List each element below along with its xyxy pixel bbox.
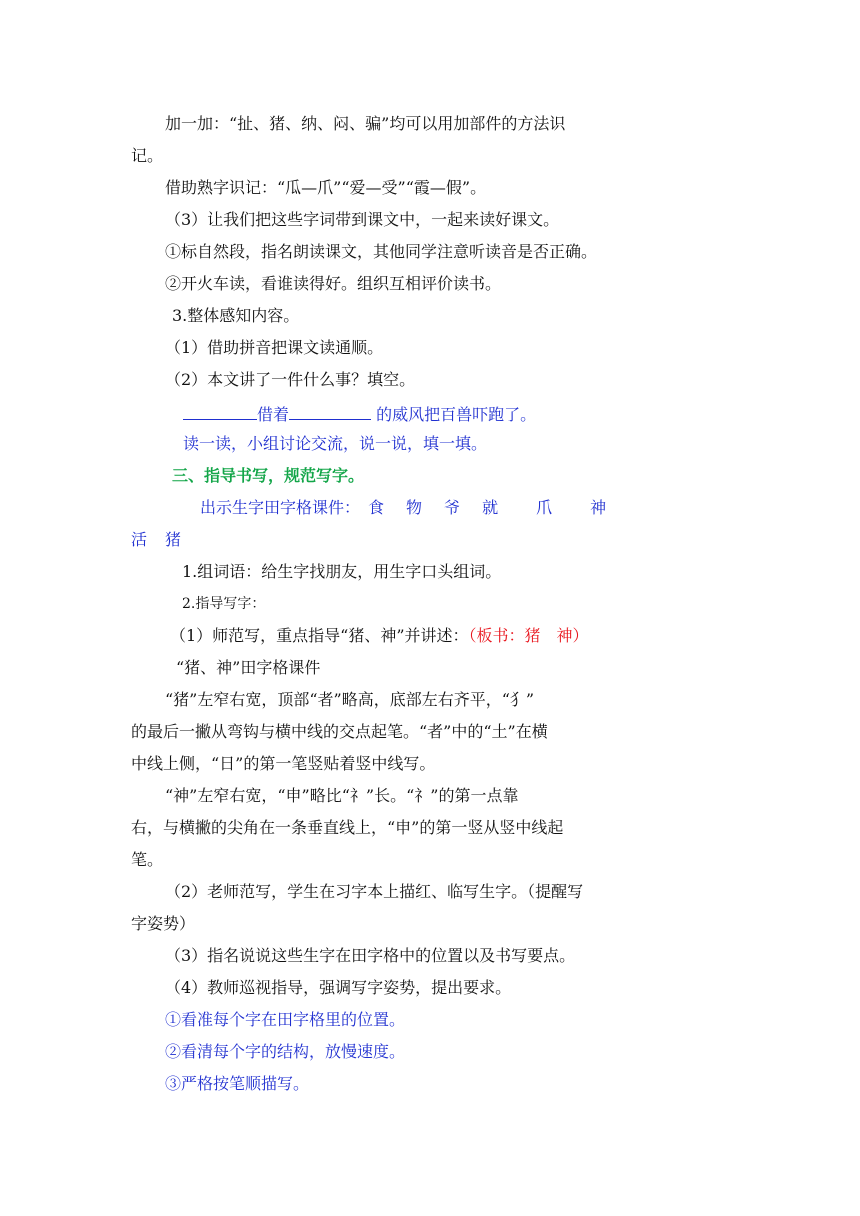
text-line: ②开火车读，看谁读得好。组织互相评价读书。 (165, 274, 502, 293)
question-text: （2）本文讲了一件什么事？填空。 (165, 370, 416, 389)
text-line: 中线上侧，“日”的第一笔竖贴着竖中线写。 (131, 754, 436, 773)
character: 爷 (444, 498, 461, 517)
text-line: 的最后一撇从弯钩与横中线的交点起笔。“者”中的“土”在横 (131, 722, 548, 741)
section-heading-writing: 三、指导书写，规范写字。 (172, 466, 365, 485)
step-text: （1）师范写，重点指导“猪、神”并讲述： (170, 626, 469, 645)
character: 物 (406, 498, 423, 517)
character-list-intro: 出示生字田字格课件： (200, 498, 361, 517)
blank-ending-text: 的威风把百兽吓跑了。 (371, 405, 537, 424)
text-line: 1.组词语：给生字找朋友，用生字口头组词。 (182, 562, 502, 581)
character: 食 (368, 498, 385, 517)
text-line: （4）教师巡视指导，强调写字姿势，提出要求。 (165, 978, 512, 997)
answer-blank-1[interactable] (183, 401, 257, 420)
character-list-line-2 (131, 529, 181, 551)
text-line: （1）借助拼音把课文读通顺。 (165, 338, 384, 357)
text-line: 字姿势） (131, 914, 196, 933)
character: 神 (590, 498, 607, 517)
section-heading: 3.整体感知内容。 (172, 306, 300, 325)
text-line: 借助熟字识记：“瓜—爪”“爱—受”“霞—假”。 (165, 178, 487, 197)
text-line: 笔。 (131, 850, 164, 869)
board-note: （板书：猪 神） (468, 626, 589, 645)
character: 猪 (165, 530, 182, 549)
instruction-line: 读一读，小组讨论交流，说一说，填一填。 (183, 434, 488, 453)
text-line: 加一加：“扯、猪、纳、闷、骗”均可以用加部件的方法识 (165, 114, 566, 133)
text-line: （3）指名说说这些生字在田字格中的位置以及书写要点。 (165, 946, 576, 965)
text-line: “猪、神”田字格课件 (176, 658, 321, 677)
text-line: “神”左窄右宽，“申”略比“礻”长。“礻”的第一点靠 (165, 786, 519, 805)
text-line: 记。 (131, 146, 164, 165)
text-line-with-note (170, 625, 589, 647)
text-line: （3）让我们把这些字词带到课文中，一起来读好课文。 (165, 210, 560, 229)
text-line: ①标自然段，指名朗读课文，其他同学注意听读音是否正确。 (165, 242, 598, 261)
requirement-item: ①看准每个字在田字格里的位置。 (165, 1010, 406, 1029)
text-line: （2）老师范写，学生在习字本上描红、临写生字。（提醒写 (165, 882, 584, 901)
fill-question (165, 369, 415, 391)
text-line: 2.指导写字： (182, 596, 266, 612)
text-line: “猪”左窄右宽，顶部“者”略高，底部左右齐平，“犭” (165, 690, 535, 709)
character: 就 (482, 498, 499, 517)
character: 爪 (536, 498, 553, 517)
requirement-item: ②看清每个字的结构，放慢速度。 (165, 1042, 406, 1061)
character-list-line (200, 497, 606, 519)
blank-connector-text: 借着 (257, 405, 290, 424)
character: 活 (131, 530, 148, 549)
requirement-item: ③严格按笔顺描写。 (165, 1074, 310, 1093)
text-line: 右，与横撇的尖角在一条垂直线上，“申”的第一竖从竖中线起 (131, 818, 564, 837)
fill-blank-sentence (183, 401, 536, 426)
answer-blank-2[interactable] (289, 401, 371, 420)
